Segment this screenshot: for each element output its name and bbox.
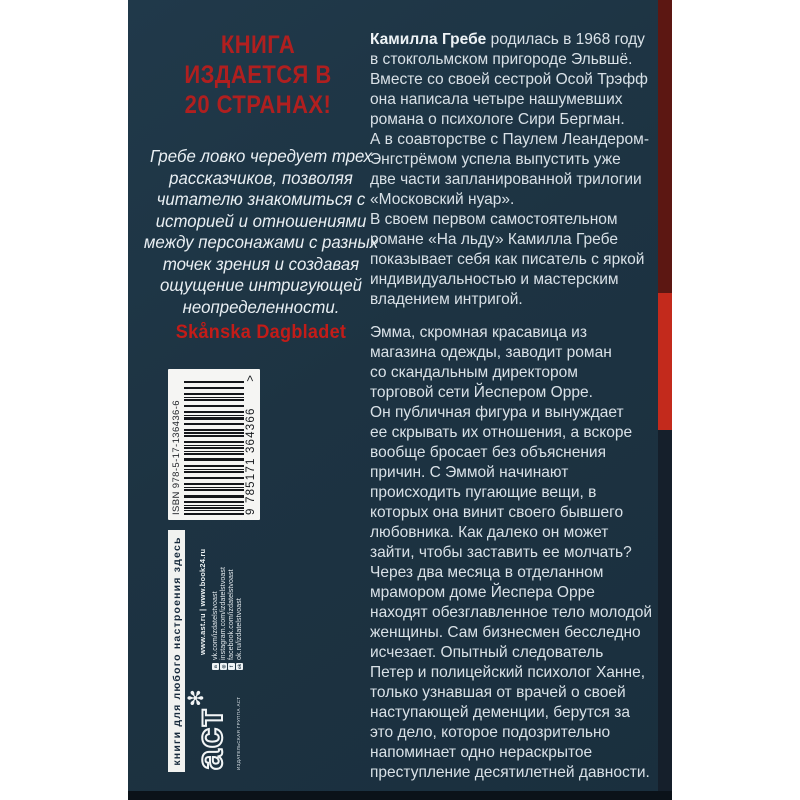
press-quote bbox=[141, 146, 381, 318]
annotation-line: Эмма, скромная красавица из bbox=[370, 324, 587, 341]
promo-line: 20 СТРАНАХ! bbox=[184, 91, 332, 119]
annotation-line: со скандальным директором bbox=[370, 364, 578, 381]
press-quote-source: Skånska Dagbladet bbox=[175, 322, 347, 343]
promo-line: ИЗДАЕТСЯ В bbox=[184, 61, 332, 89]
vk-icon: в bbox=[212, 663, 219, 670]
publisher-logo bbox=[185, 684, 248, 770]
author-name: Камилла Гребе bbox=[370, 31, 487, 48]
publisher-websites: www.ast.ru | www.book24.ru bbox=[198, 548, 207, 655]
press-quote-line: Гребе ловко чередует трех bbox=[149, 146, 373, 166]
barcode bbox=[168, 369, 260, 520]
author-bio-line: две части запланированной трилогии bbox=[370, 171, 642, 188]
annotation-column bbox=[370, 30, 661, 783]
edge-stripe-dark bbox=[658, 430, 672, 791]
annotation-line: находят обезглавленное тело молодой bbox=[370, 604, 653, 621]
instagram-icon: ◎ bbox=[220, 664, 226, 669]
press-quote-line: историей и отношениями bbox=[155, 210, 367, 231]
ok-icon: ok bbox=[237, 663, 242, 670]
annotation-line: вообще бросает без объяснения bbox=[370, 444, 606, 461]
ast-star-icon: ✻ bbox=[185, 689, 208, 707]
annotation-line: Через два месяца в отделанном bbox=[370, 564, 604, 581]
annotation-line: торговой сети Йеспером Орре. bbox=[370, 384, 593, 401]
slogan-strip bbox=[168, 530, 185, 772]
social-link-row bbox=[212, 542, 219, 670]
book-bottom-edge bbox=[128, 791, 672, 800]
author-bio-line: она написала четыре нашумевших bbox=[370, 91, 623, 108]
annotation-line: зайти, чтобы заставить ее молчать? bbox=[370, 544, 632, 561]
press-quote-line: неопределенности. bbox=[182, 296, 340, 317]
author-bio-line: «Московский нуар». bbox=[370, 191, 515, 208]
author-bio-line: романа о психологе Сири Бергман. bbox=[370, 111, 625, 128]
barcode-number bbox=[245, 375, 257, 515]
annotation-line: напоминает одно нераскрытое bbox=[370, 744, 593, 761]
annotation-line: которых она винит своего бывшего bbox=[370, 504, 624, 521]
press-quote-line: точек зрения и создавая bbox=[162, 253, 360, 274]
social-link-row bbox=[220, 542, 227, 670]
book-back-cover bbox=[128, 0, 672, 800]
edge-stripe-maroon bbox=[658, 0, 672, 293]
annotation-line: Он публичная фигура и вынуждает bbox=[370, 404, 624, 421]
edge-stripe-red bbox=[658, 293, 672, 430]
author-bio-line: А в соавторстве с Паулем Леандером- bbox=[370, 131, 649, 148]
author-bio-line: Вместе со своей сестрой Осой Трэфф bbox=[370, 71, 648, 88]
social-link-label: vk.com/izdatelstvoast bbox=[212, 591, 219, 660]
press-quote-line: ощущение интригующей bbox=[159, 275, 363, 295]
annotation-line: исчезает. Опытный следователь bbox=[370, 644, 604, 661]
annotation-line: причин. С Эммой начинают bbox=[370, 464, 569, 481]
annotation-line: мрамором доме Йеспера Орре bbox=[370, 584, 595, 601]
author-bio bbox=[370, 50, 661, 310]
slogan-text: книги для любого настроения здесь bbox=[170, 536, 183, 766]
social-links bbox=[212, 542, 244, 670]
social-link-label: ok.ru/izdatelstvoast bbox=[236, 598, 243, 660]
press-quote-line: рассказчиков, позволяя bbox=[169, 167, 353, 188]
social-link-row bbox=[228, 542, 235, 670]
author-bio-line: владением интригой. bbox=[370, 291, 523, 308]
author-bio-first-line bbox=[370, 30, 661, 50]
barcode-bars bbox=[184, 381, 244, 515]
author-bio-line: в стокгольмском пригороде Эльвшё. bbox=[370, 51, 633, 68]
press-quote-line: читателю знакомиться с bbox=[156, 189, 366, 209]
annotation-line: женщины. Сам бизнесмен бесследно bbox=[370, 624, 641, 641]
author-bio-line: В своем первом самостоятельном bbox=[370, 211, 618, 228]
isbn-label: ISBN 978-5-17-136436-6 bbox=[171, 400, 182, 515]
publisher-logo-row bbox=[185, 684, 234, 770]
social-link-row bbox=[236, 542, 243, 670]
promo-banner bbox=[165, 30, 352, 120]
annotation-line: Петер и полицейский психолог Ханне, bbox=[370, 664, 646, 681]
ean-arrow: > bbox=[245, 375, 257, 382]
author-bio-line: романе «На льду» Камилла Гребе bbox=[370, 231, 618, 248]
book-annotation bbox=[370, 323, 661, 783]
annotation-line: преступление десятилетней давности. bbox=[370, 764, 650, 781]
paragraph-gap bbox=[370, 310, 661, 323]
annotation-line: это дело, которое подозрительно bbox=[370, 724, 611, 741]
social-link-label: instagram.com/izdatelstvoast bbox=[220, 566, 227, 660]
author-bio-line: индивидуальностью и мастерским bbox=[370, 271, 619, 288]
annotation-line: любовника. Как далеко он может bbox=[370, 524, 609, 541]
annotation-line: происходить пугающие вещи, в bbox=[370, 484, 597, 501]
annotation-line: ее скрывать их отношения, а вскоре bbox=[370, 424, 633, 441]
publisher-caption: ИЗДАТЕЛЬСКАЯ ГРУППА АСТ bbox=[236, 696, 241, 770]
annotation-line: только узнавшая от врачей о своей bbox=[370, 684, 626, 701]
social-link-label: facebook.com/izdatelstvoast bbox=[228, 569, 235, 660]
ean-digits: 9 785171 364366 bbox=[245, 407, 257, 515]
cover-edge-stripe bbox=[658, 0, 672, 791]
author-bio-line: Энгстрёмом успела выпустить уже bbox=[370, 151, 621, 168]
author-bio-intro: родилась в 1968 году bbox=[486, 31, 645, 48]
author-bio-line: показывает себя как писатель с яркой bbox=[370, 251, 645, 268]
promo-line: КНИГА bbox=[220, 31, 296, 59]
annotation-line: наступающей деменции, берутся за bbox=[370, 704, 631, 721]
press-quote-line: между персонажами с разных bbox=[143, 232, 379, 252]
ast-logo-text: аст bbox=[189, 707, 230, 770]
facebook-icon: f bbox=[228, 663, 235, 670]
annotation-line: магазина одежды, заводит роман bbox=[370, 344, 612, 361]
